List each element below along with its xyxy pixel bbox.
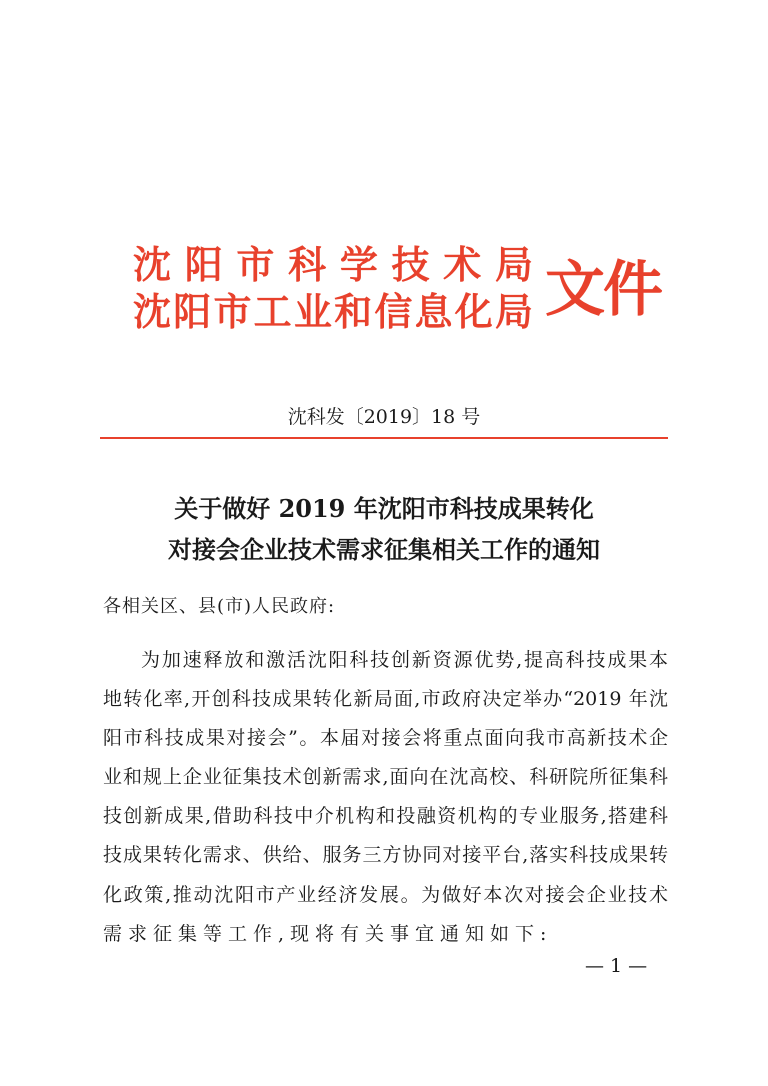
red-divider <box>100 437 668 439</box>
body-line: 技成果转化需求、供给、服务三方协同对接平台,落实科技成果转 <box>103 844 668 867</box>
body-line: 阳市科技成果对接会”。本届对接会将重点面向我市高新技术企 <box>103 727 668 750</box>
title-line-1: 关于做好 2019 年沈阳市科技成果转化 <box>174 494 594 523</box>
page-number: — 1 — <box>585 955 648 977</box>
body-line: 为加速释放和激活沈阳科技创新资源优势,提高科技成果本 <box>141 649 668 671</box>
document-number: 沈科发〔2019〕18 号 <box>287 406 481 428</box>
salutation: 各相关区、县(市)人民政府: <box>103 596 336 617</box>
body-line: 化政策,推动沈阳市产业经济发展。为做好本次对接会企业技术 <box>103 883 668 906</box>
agency-name-science-tech: 沈阳市科学技术局 <box>133 242 533 287</box>
body-line: 业和规上企业征集技术创新需求,面向在沈高校、科研院所征集科 <box>103 766 668 789</box>
title-line-2: 对接会企业技术需求征集相关工作的通知 <box>168 535 600 564</box>
agency-name-industry-it: 沈阳市工业和信息化局 <box>133 289 533 334</box>
body-line: 需求征集等工作,现将有关事宜通知如下: <box>103 922 553 945</box>
body-paragraph <box>103 645 668 958</box>
body-line: 地转化率,开创科技成果转化新局面,市政府决定举办“2019 年沈 <box>103 688 668 711</box>
document-label: 文件 <box>545 255 661 325</box>
body-line: 技创新成果,借助科技中介机构和投融资机构的专业服务,搭建科 <box>103 805 668 828</box>
